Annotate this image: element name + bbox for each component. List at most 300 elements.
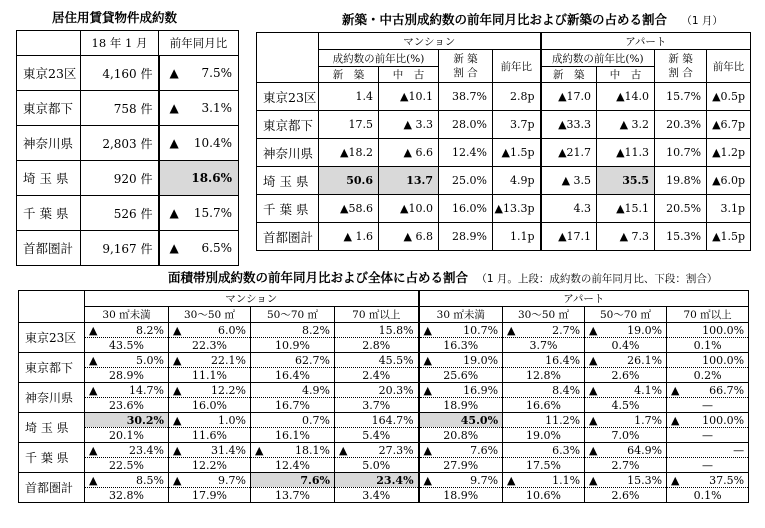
yoy-cell (419, 383, 503, 398)
pref-name: 東京都下 (17, 91, 81, 126)
header-yoy: 前年比 (493, 50, 541, 83)
yoy-cell (667, 473, 749, 488)
value-cell: ▲58.6 (319, 195, 379, 223)
share-cell: 16.4% (251, 368, 335, 383)
yoy-value (160, 241, 239, 255)
decrease-mark: ▲ (423, 473, 432, 487)
decrease-mark: ▲ (589, 473, 598, 487)
share-cell: 11.1% (169, 368, 251, 383)
value-cell: ▲11.3 (597, 139, 655, 167)
yoy-value (335, 474, 418, 487)
header-new: 新 築 (319, 67, 379, 83)
value-cell: ▲17.1 (541, 223, 597, 251)
decrease-mark: ▲ (89, 353, 98, 367)
table-row (17, 91, 239, 126)
header-used: 中 古 (597, 67, 655, 83)
yoy-cell (159, 196, 239, 231)
yoy-percent: 66.7% (709, 383, 745, 397)
decrease-mark: ▲ (507, 323, 516, 337)
share-cell: 0.2% (667, 368, 749, 383)
yoy-percent: 164.7% (371, 413, 414, 427)
share-cell: 43.5% (85, 338, 169, 353)
header-blank (19, 291, 85, 323)
yoy-percent: 1.7% (634, 413, 663, 427)
yoy-cell (667, 383, 749, 398)
yoy-value (160, 136, 239, 150)
yoy-cell (169, 413, 251, 428)
yoy-value (667, 384, 748, 397)
table-row (17, 196, 239, 231)
value-cell: 28.0% (439, 111, 493, 139)
table-row (17, 56, 239, 91)
decrease-mark: ▲ (173, 353, 182, 367)
decrease-mark: ▲ (423, 323, 432, 337)
header-new-share: 新 築 割 合 (655, 50, 707, 83)
yoy-percent: 12.2% (211, 383, 246, 397)
share-cell: 16.0% (169, 398, 251, 413)
yoy-cell (503, 473, 585, 488)
header-new-share: 新 築 割 合 (439, 50, 493, 83)
table2-title-text: 新築・中古別成約数の前年同月比および新築の占める割合 (342, 12, 668, 27)
yoy-cell (159, 161, 239, 196)
yoy-percent: 31.4% (211, 443, 246, 457)
yoy-cell (159, 126, 239, 161)
share-cell: 4.5% (585, 398, 667, 413)
yoy-percent: 62.7% (295, 353, 330, 367)
decrease-mark: ▲ (339, 443, 348, 457)
pref-name: 千 葉 県 (19, 443, 85, 473)
share-cell: 18.9% (419, 488, 503, 503)
table-row (17, 161, 239, 196)
yoy-value (420, 384, 503, 397)
value-cell: ▲10.1 (379, 83, 439, 111)
share-cell: 12.8% (503, 368, 585, 383)
yoy-percent: 26.1% (627, 353, 663, 367)
yoy-value (169, 354, 250, 367)
value-cell: 38.7% (439, 83, 493, 111)
yoy-value (335, 414, 418, 427)
value-cell: ▲13.3p (493, 195, 541, 223)
yoy-percent: 8.2% (302, 323, 330, 337)
yoy-cell (419, 473, 503, 488)
decrease-mark: ▲ (169, 241, 179, 255)
table-row (17, 231, 239, 266)
yoy-percent: 22.1% (211, 353, 246, 367)
share-cell: 2.8% (335, 338, 419, 353)
share-cell: 32.8% (85, 488, 169, 503)
decrease-mark: ▲ (173, 443, 182, 457)
yoy-value (585, 354, 666, 367)
header-area-band: 30 ㎡未満 (419, 307, 503, 323)
share-cell: 12.4% (251, 458, 335, 473)
yoy-percent: 6.0% (218, 323, 246, 337)
share-cell: 10.9% (251, 338, 335, 353)
table3-title (168, 268, 717, 286)
yoy-cell (503, 323, 585, 338)
header-area-band: 30 ㎡未満 (85, 307, 169, 323)
yoy-cell (419, 413, 503, 428)
yoy-value (503, 324, 584, 337)
value-cell: ▲ 1.6 (319, 223, 379, 251)
value-cell: 19.8% (655, 167, 707, 195)
yoy-percent: 45.0% (460, 413, 499, 427)
yoy-cell (585, 413, 667, 428)
pref-name: 東京23区 (17, 56, 81, 91)
yoy-cell (251, 353, 335, 368)
decrease-mark: ▲ (423, 443, 432, 457)
yoy-percent: 19.0% (463, 353, 499, 367)
decrease-mark: ▲ (89, 473, 98, 487)
yoy-percent: 11.2% (545, 413, 581, 427)
yoy-percent: 15.3% (627, 473, 663, 487)
yoy-cell (503, 443, 585, 458)
value-cell: ▲33.3 (541, 111, 597, 139)
value-cell: ▲21.7 (541, 139, 597, 167)
yoy-percent: 10.7% (463, 323, 499, 337)
value-cell: ▲1.5p (707, 223, 751, 251)
yoy-value (503, 444, 584, 457)
value-cell: ▲6.0p (707, 167, 751, 195)
share-cell: 28.9% (85, 368, 169, 383)
yoy-value (503, 414, 584, 427)
value-cell: 4.3 (541, 195, 597, 223)
yoy-cell (585, 353, 667, 368)
share-cell: 16.7% (251, 398, 335, 413)
yoy-percent: 7.6% (470, 443, 499, 457)
value-cell: ▲1.2p (707, 139, 751, 167)
yoy-percent: 16.4% (545, 353, 581, 367)
yoy-value (251, 414, 334, 427)
yoy-cell (419, 353, 503, 368)
yoy-value (251, 444, 334, 457)
share-cell: 23.6% (85, 398, 169, 413)
share-cell: 16.1% (251, 428, 335, 443)
yoy-percent: 37.5% (709, 473, 745, 487)
share-cell: 2.7% (585, 458, 667, 473)
header-yoy: 前年同月比 (159, 31, 239, 56)
yoy-value (251, 354, 334, 367)
yoy-cell (585, 383, 667, 398)
table3-title-note: （1 月。上段：成約数の前年同月比、下段：割合） (476, 273, 718, 285)
yoy-value (169, 324, 250, 337)
table-row (19, 458, 749, 473)
table2-title-month: （1 月） (681, 15, 723, 27)
header-apart: アパート (419, 291, 749, 307)
decrease-mark: ▲ (169, 206, 179, 220)
table-header-row (19, 291, 749, 307)
pref-name: 埼 玉 県 (17, 161, 81, 196)
yoy-cell (169, 353, 251, 368)
table-row (19, 323, 749, 338)
share-cell: 0.1% (667, 338, 749, 353)
yoy-percent: 27.3% (378, 443, 414, 457)
table-header-row (257, 50, 751, 67)
yoy-value (667, 474, 748, 487)
yoy-cell (251, 323, 335, 338)
header-mansion: マンション (319, 33, 541, 50)
decrease-mark: ▲ (671, 473, 680, 487)
yoy-value (503, 474, 584, 487)
value-cell: 12.4% (439, 139, 493, 167)
header-area-band: 50～70 ㎡ (251, 307, 335, 323)
yoy-value (85, 354, 168, 367)
value-cell: 25.0% (439, 167, 493, 195)
yoy-percent: 30.2% (126, 413, 164, 427)
share-cell: 25.6% (419, 368, 503, 383)
share-cell: 5.0% (335, 458, 419, 473)
share-cell: 18.9% (419, 398, 503, 413)
share-cell: 7.0% (585, 428, 667, 443)
header-apart: アパート (541, 33, 751, 50)
value-cell: ▲0.5p (707, 83, 751, 111)
yoy-percent: 4.1% (634, 383, 663, 397)
yoy-value (160, 206, 239, 220)
value-cell: 17.5 (319, 111, 379, 139)
pref-name: 東京23区 (257, 83, 319, 111)
yoy-cell (335, 473, 419, 488)
value-cell: 3.7p (493, 111, 541, 139)
value-cell: 2.8p (493, 83, 541, 111)
yoy-percent: 100.0% (702, 413, 745, 427)
yoy-cell (85, 353, 169, 368)
table-row (19, 413, 749, 428)
yoy-value (585, 384, 666, 397)
yoy-value (585, 474, 666, 487)
contract-count: 526 件 (81, 196, 159, 231)
decrease-mark: ▲ (589, 353, 598, 367)
yoy-value (335, 354, 418, 367)
value-cell: 16.0% (439, 195, 493, 223)
yoy-percent: 1.1% (552, 473, 581, 487)
decrease-mark: ▲ (169, 101, 179, 115)
value-cell: ▲18.2 (319, 139, 379, 167)
yoy-cell (251, 443, 335, 458)
pref-name: 首都圏計 (19, 473, 85, 503)
pref-name: 千 葉 県 (17, 196, 81, 231)
new-used-table (256, 32, 751, 251)
yoy-value (420, 444, 503, 457)
value-cell: 13.7 (379, 167, 439, 195)
decrease-mark: ▲ (671, 413, 680, 427)
yoy-value (85, 324, 168, 337)
yoy-value (169, 384, 250, 397)
yoy-percent: 16.9% (463, 383, 499, 397)
table2-title (342, 10, 723, 28)
yoy-percent: 18.1% (295, 443, 330, 457)
yoy-percent: 45.5% (378, 353, 414, 367)
header-yoy: 前年比 (707, 50, 751, 83)
yoy-value (85, 384, 168, 397)
yoy-percent: 3.1% (201, 101, 232, 115)
share-cell: — (667, 428, 749, 443)
yoy-cell (159, 91, 239, 126)
table-row (19, 473, 749, 488)
share-cell: 2.6% (585, 368, 667, 383)
decrease-mark: ▲ (89, 443, 98, 457)
decrease-mark: ▲ (173, 413, 182, 427)
decrease-mark: ▲ (507, 473, 516, 487)
yoy-cell (169, 443, 251, 458)
table-row (257, 111, 751, 139)
pref-name: 埼 玉 県 (19, 413, 85, 443)
yoy-cell (85, 383, 169, 398)
value-cell: ▲ 6.6 (379, 139, 439, 167)
yoy-cell (159, 56, 239, 91)
value-cell: 20.3% (655, 111, 707, 139)
yoy-percent: 15.7% (193, 206, 232, 220)
yoy-cell (667, 323, 749, 338)
header-blank (257, 33, 319, 83)
value-cell: ▲ 3.5 (541, 167, 597, 195)
yoy-cell (85, 473, 169, 488)
decrease-mark: ▲ (255, 443, 264, 457)
value-cell: ▲14.0 (597, 83, 655, 111)
share-cell: 16.3% (419, 338, 503, 353)
decrease-mark: ▲ (423, 383, 432, 397)
header-area-band: 70 ㎡以上 (667, 307, 749, 323)
share-cell: 12.2% (169, 458, 251, 473)
yoy-percent: 8.2% (136, 323, 164, 337)
table-row (257, 139, 751, 167)
decrease-mark: ▲ (671, 383, 680, 397)
pref-name: 首都圏計 (257, 223, 319, 251)
header-used: 中 古 (379, 67, 439, 83)
yoy-percent: 9.7% (218, 473, 246, 487)
yoy-value (160, 101, 239, 115)
yoy-percent: 19.0% (627, 323, 663, 337)
value-cell: ▲1.5p (493, 139, 541, 167)
yoy-value (85, 414, 168, 427)
yoy-value (420, 414, 503, 427)
yoy-value (251, 384, 334, 397)
rental-contracts-table (16, 30, 239, 266)
yoy-value (667, 354, 748, 367)
yoy-cell (503, 383, 585, 398)
share-cell: 16.6% (503, 398, 585, 413)
yoy-value (335, 444, 418, 457)
yoy-value (503, 384, 584, 397)
decrease-mark: ▲ (169, 66, 179, 80)
share-cell: — (667, 458, 749, 473)
yoy-percent: 0.7% (302, 413, 330, 427)
value-cell: 10.7% (655, 139, 707, 167)
share-cell: 5.4% (335, 428, 419, 443)
decrease-mark: ▲ (173, 383, 182, 397)
share-cell: 20.8% (419, 428, 503, 443)
share-cell: 2.6% (585, 488, 667, 503)
share-cell: 3.7% (335, 398, 419, 413)
yoy-value (85, 474, 168, 487)
pref-name: 首都圏計 (17, 231, 81, 266)
contract-count: 920 件 (81, 161, 159, 196)
pref-name: 東京都下 (19, 353, 85, 383)
yoy-cell (335, 323, 419, 338)
yoy-value (251, 324, 334, 337)
pref-name: 東京23区 (19, 323, 85, 353)
table-row (257, 195, 751, 223)
yoy-percent: 1.0% (218, 413, 246, 427)
yoy-cell (169, 323, 251, 338)
yoy-cell (85, 443, 169, 458)
share-cell: 20.1% (85, 428, 169, 443)
yoy-value (667, 444, 748, 457)
table-row (17, 126, 239, 161)
header-month: 18 年 1 月 (81, 31, 159, 56)
contract-count: 4,160 件 (81, 56, 159, 91)
yoy-value (585, 324, 666, 337)
header-yoy-group: 成約数の前年比(%) (541, 50, 655, 67)
yoy-cell (85, 413, 169, 428)
yoy-percent: 100.0% (702, 323, 745, 337)
yoy-percent: 8.5% (136, 473, 164, 487)
value-cell: 28.9% (439, 223, 493, 251)
share-cell: 11.6% (169, 428, 251, 443)
yoy-value (667, 324, 748, 337)
yoy-value (585, 414, 666, 427)
yoy-percent: — (733, 443, 745, 457)
value-cell: 20.5% (655, 195, 707, 223)
share-cell: 17.5% (503, 458, 585, 473)
yoy-percent: 20.3% (378, 383, 414, 397)
yoy-cell (85, 323, 169, 338)
yoy-percent: 9.7% (470, 473, 499, 487)
table-row (19, 338, 749, 353)
pref-name: 神奈川県 (19, 383, 85, 413)
decrease-mark: ▲ (589, 383, 598, 397)
yoy-cell (503, 353, 585, 368)
decrease-mark: ▲ (589, 443, 598, 457)
value-cell: ▲ 6.8 (379, 223, 439, 251)
table3-title-text: 面積帯別成約数の前年同月比および全体に占める割合 (168, 270, 469, 285)
decrease-mark: ▲ (173, 473, 182, 487)
table-row (19, 398, 749, 413)
contract-count: 9,167 件 (81, 231, 159, 266)
yoy-cell (667, 443, 749, 458)
value-cell: ▲ 3.3 (379, 111, 439, 139)
table-header-row (257, 33, 751, 50)
decrease-mark: ▲ (89, 323, 98, 337)
pref-name: 神奈川県 (17, 126, 81, 161)
yoy-cell (335, 413, 419, 428)
value-cell: ▲ 3.2 (597, 111, 655, 139)
value-cell: 1.1p (493, 223, 541, 251)
yoy-percent: 6.5% (201, 241, 232, 255)
yoy-percent: 64.9% (627, 443, 663, 457)
value-cell: 3.1p (707, 195, 751, 223)
pref-name: 千 葉 県 (257, 195, 319, 223)
table-row (257, 223, 751, 251)
yoy-value (420, 354, 503, 367)
yoy-value (169, 444, 250, 457)
table-row (257, 167, 751, 195)
yoy-value (85, 444, 168, 457)
header-yoy-group: 成約数の前年比(%) (319, 50, 439, 67)
table-row (19, 368, 749, 383)
value-cell: ▲17.0 (541, 83, 597, 111)
table-row (19, 443, 749, 458)
pref-name: 神奈川県 (257, 139, 319, 167)
decrease-mark: ▲ (169, 136, 179, 150)
yoy-percent: 15.8% (378, 323, 414, 337)
yoy-percent: 8.4% (552, 383, 581, 397)
yoy-cell (335, 353, 419, 368)
decrease-mark: ▲ (89, 383, 98, 397)
share-cell: 13.7% (251, 488, 335, 503)
yoy-cell (159, 231, 239, 266)
yoy-cell (585, 443, 667, 458)
yoy-value (160, 171, 239, 185)
yoy-percent: 4.9% (302, 383, 330, 397)
